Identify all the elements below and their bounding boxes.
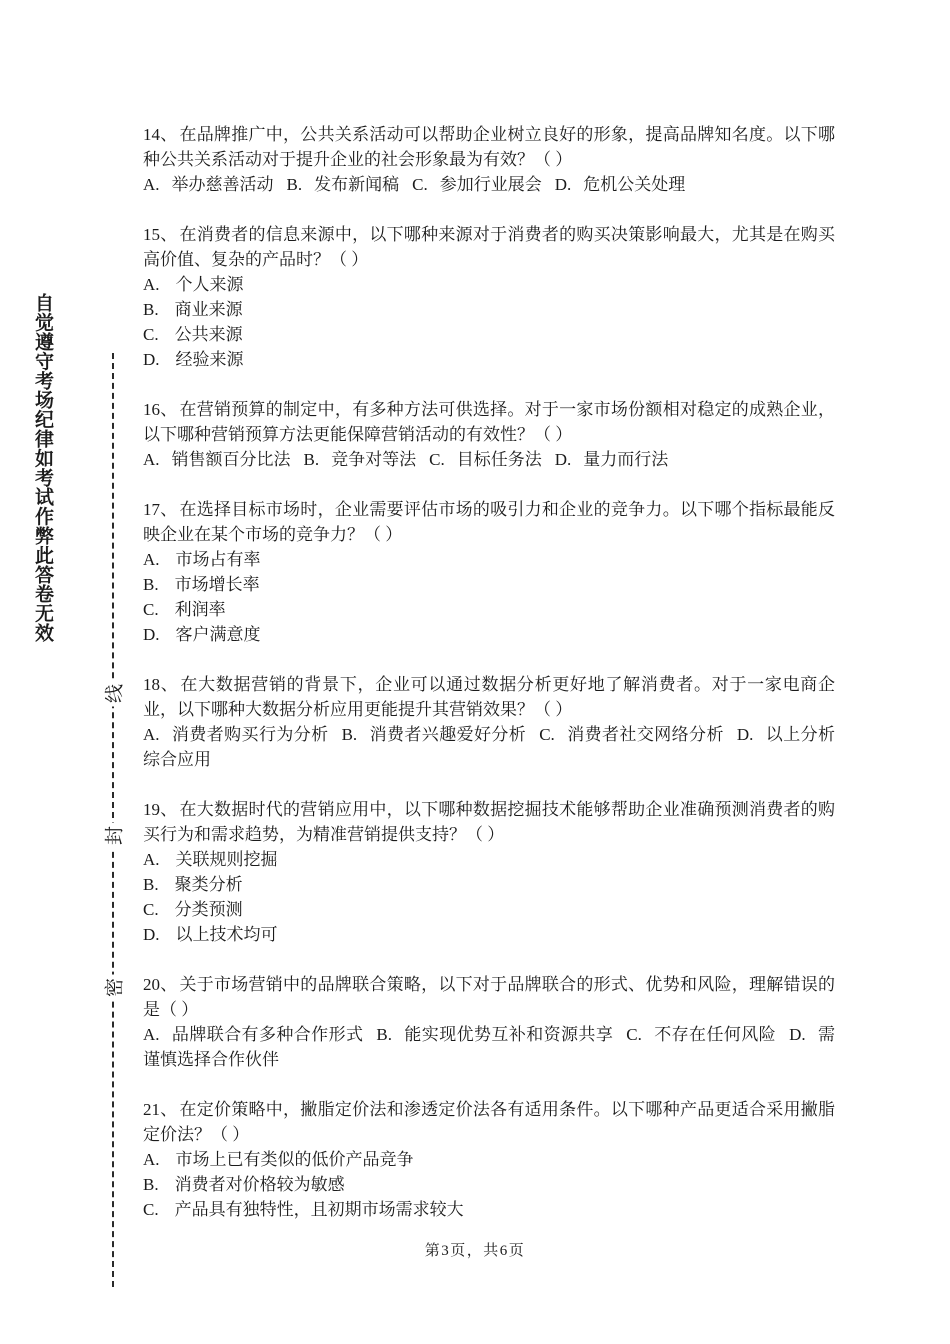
question-number: 20、	[143, 975, 178, 994]
option-text: 消费者兴趣爱好分析	[369, 725, 527, 744]
option-a	[143, 272, 835, 297]
option-text: 个人来源	[175, 275, 244, 294]
option-label: B.	[341, 725, 358, 744]
option-label: C.	[412, 175, 428, 194]
option-text: 竞争对等法	[331, 450, 417, 469]
option-label: A.	[143, 275, 160, 294]
option-text: 利润率	[174, 600, 226, 619]
option-d	[555, 450, 669, 469]
option-c	[143, 1197, 835, 1222]
question-20	[143, 972, 835, 1072]
option-a	[143, 1025, 363, 1044]
option-text: 商业来源	[174, 300, 243, 319]
option-label: C.	[626, 1025, 642, 1044]
question-21-stem	[143, 1097, 835, 1147]
option-text: 消费者购买行为分析	[171, 725, 329, 744]
option-d	[143, 622, 835, 647]
option-label: C.	[429, 450, 445, 469]
option-label: D.	[143, 625, 160, 644]
option-label: D.	[554, 450, 572, 469]
question-stem-text: 在大数据时代的营销应用中，以下哪种数据挖掘技术能够帮助企业准确预测消费者的购买行为和需求趋势，为精准营销提供支持？（ ）	[143, 800, 836, 844]
option-c	[539, 725, 724, 744]
option-label: B.	[143, 875, 159, 894]
seal-char-xian: 线	[94, 681, 133, 707]
option-b	[287, 175, 400, 194]
option-text: 量力而行法	[583, 450, 669, 469]
option-c	[143, 597, 835, 622]
option-a	[143, 547, 835, 572]
option-text: 消费者对价格较为敏感	[174, 1175, 345, 1194]
option-text: 市场增长率	[174, 575, 260, 594]
option-label: D.	[554, 175, 572, 194]
seal-char-feng: 封	[94, 823, 133, 849]
option-text: 经验来源	[175, 350, 244, 369]
question-number: 17、	[143, 500, 178, 519]
option-b	[304, 450, 417, 469]
option-label: B.	[143, 1175, 159, 1194]
option-label: B.	[143, 300, 159, 319]
option-b	[376, 1025, 613, 1044]
question-number: 18、	[143, 675, 179, 694]
questions-column	[143, 122, 835, 1247]
option-label: D.	[736, 725, 754, 744]
question-stem-text: 在营销预算的制定中，有多种方法可供选择。对于一家市场份额相对稳定的成熟企业，以下哪种营销预算方法更能保障营销活动的有效性？（ ）	[143, 400, 836, 444]
question-18	[143, 672, 835, 772]
option-text: 客户满意度	[175, 625, 261, 644]
question-stem-text: 在定价策略中，撇脂定价法和渗透定价法各有适用条件。以下哪种产品更适合采用撇脂定价法？（ ）	[143, 1100, 836, 1144]
page-number-footer: 第3页，共6页	[424, 1243, 526, 1259]
option-text: 市场占有率	[175, 550, 261, 569]
option-text: 产品具有独特性，且初期市场需求较大	[174, 1200, 464, 1219]
question-20-stem	[143, 972, 835, 1022]
option-label: C.	[143, 325, 159, 344]
option-label: B.	[376, 1025, 392, 1044]
question-15	[143, 222, 835, 372]
question-stem-text: 在消费者的信息来源中，以下哪种来源对于消费者的购买决策影响最大，尤其是在购买高价值、复杂的产品时？（ ）	[143, 225, 836, 269]
option-b	[143, 872, 835, 897]
option-a	[143, 450, 291, 469]
question-14-stem	[143, 122, 835, 172]
question-16-stem	[143, 397, 835, 447]
option-label: C.	[143, 1200, 159, 1219]
option-text: 市场上已有类似的低价产品竞争	[175, 1150, 414, 1169]
option-c	[143, 322, 835, 347]
option-label: C.	[539, 725, 555, 744]
seal-dashed-line	[112, 353, 114, 1287]
option-label: A.	[143, 450, 160, 469]
option-a	[143, 1147, 835, 1172]
option-label: D.	[143, 925, 160, 944]
question-15-stem	[143, 222, 835, 272]
option-text: 目标任务法	[456, 450, 542, 469]
seal-char-mi: 密	[94, 975, 133, 1001]
question-stem-text: 在选择目标市场时，企业需要评估市场的吸引力和企业的竞争力。以下哪个指标最能反映企业在某个市场的竞争力？（ ）	[143, 500, 836, 544]
option-a	[143, 847, 835, 872]
option-label: C.	[143, 900, 159, 919]
option-text: 能实现优势互补和资源共享	[403, 1025, 614, 1044]
option-b	[143, 572, 835, 597]
option-label: B.	[303, 450, 320, 469]
exam-honesty-slogan: 自觉遵守考场纪律如考试作弊此答卷无效	[32, 293, 53, 643]
option-d	[143, 347, 835, 372]
option-text: 销售额百分比法	[171, 450, 291, 469]
option-text: 消费者社交网络分析	[566, 725, 724, 744]
option-d	[143, 922, 835, 947]
option-c	[626, 1025, 776, 1044]
option-d	[555, 175, 686, 194]
option-label: A.	[143, 550, 160, 569]
option-text: 以上分析综合应用	[143, 725, 836, 769]
option-text: 需谨慎选择合作伙伴	[143, 1025, 836, 1069]
question-18-stem	[143, 672, 835, 722]
question-number: 21、	[143, 1100, 178, 1119]
question-17-stem	[143, 497, 835, 547]
question-number: 16、	[143, 400, 178, 419]
question-21	[143, 1097, 835, 1222]
question-stem-text: 在品牌推广中，公共关系活动可以帮助企业树立良好的形象，提高品牌知名度。以下哪种公共关系活动对于提升企业的社会形象最为有效？（ ）	[143, 125, 836, 169]
question-number: 15、	[143, 225, 178, 244]
option-label: D.	[143, 350, 160, 369]
option-b	[342, 725, 527, 744]
question-16	[143, 397, 835, 472]
question-number: 14、	[143, 125, 178, 144]
option-label: A.	[143, 1150, 160, 1169]
question-stem-text: 在大数据营销的背景下，企业可以通过数据分析更好地了解消费者。对于一家电商企业，以下哪种大数据分析应用更能提升其营销效果？（ ）	[143, 675, 835, 719]
option-text: 公共来源	[174, 325, 243, 344]
option-text: 分类预测	[174, 900, 243, 919]
question-17	[143, 497, 835, 647]
option-c	[412, 175, 542, 194]
option-text: 关联规则挖掘	[175, 850, 278, 869]
question-number: 19、	[143, 800, 178, 819]
option-a	[143, 175, 274, 194]
option-text: 举办慈善活动	[171, 175, 274, 194]
option-text: 参加行业展会	[439, 175, 542, 194]
question-stem-text: 关于市场营销中的品牌联合策略，以下对于品牌联合的形式、优势和风险，理解错误的是（ ）	[143, 975, 836, 1019]
option-b	[143, 1172, 835, 1197]
option-text: 以上技术均可	[175, 925, 278, 944]
option-label: B.	[286, 175, 303, 194]
option-text: 聚类分析	[174, 875, 243, 894]
option-label: B.	[143, 575, 159, 594]
option-b	[143, 297, 835, 322]
option-text: 发布新闻稿	[314, 175, 400, 194]
question-20-options	[143, 1022, 835, 1072]
question-16-options	[143, 447, 835, 472]
option-text: 不存在任何风险	[653, 1025, 777, 1044]
option-label: A.	[143, 850, 160, 869]
option-label: A.	[143, 725, 160, 744]
option-text: 危机公关处理	[583, 175, 686, 194]
option-text: 品牌联合有多种合作形式	[171, 1025, 364, 1044]
option-a	[143, 725, 329, 744]
option-c	[429, 450, 542, 469]
question-18-options	[143, 722, 835, 772]
option-c	[143, 897, 835, 922]
question-14	[143, 122, 835, 197]
option-label: D.	[789, 1025, 806, 1044]
question-19	[143, 797, 835, 947]
question-19-stem	[143, 797, 835, 847]
option-label: A.	[143, 175, 160, 194]
option-label: C.	[143, 600, 159, 619]
option-label: A.	[143, 1025, 160, 1044]
question-14-options	[143, 172, 835, 197]
